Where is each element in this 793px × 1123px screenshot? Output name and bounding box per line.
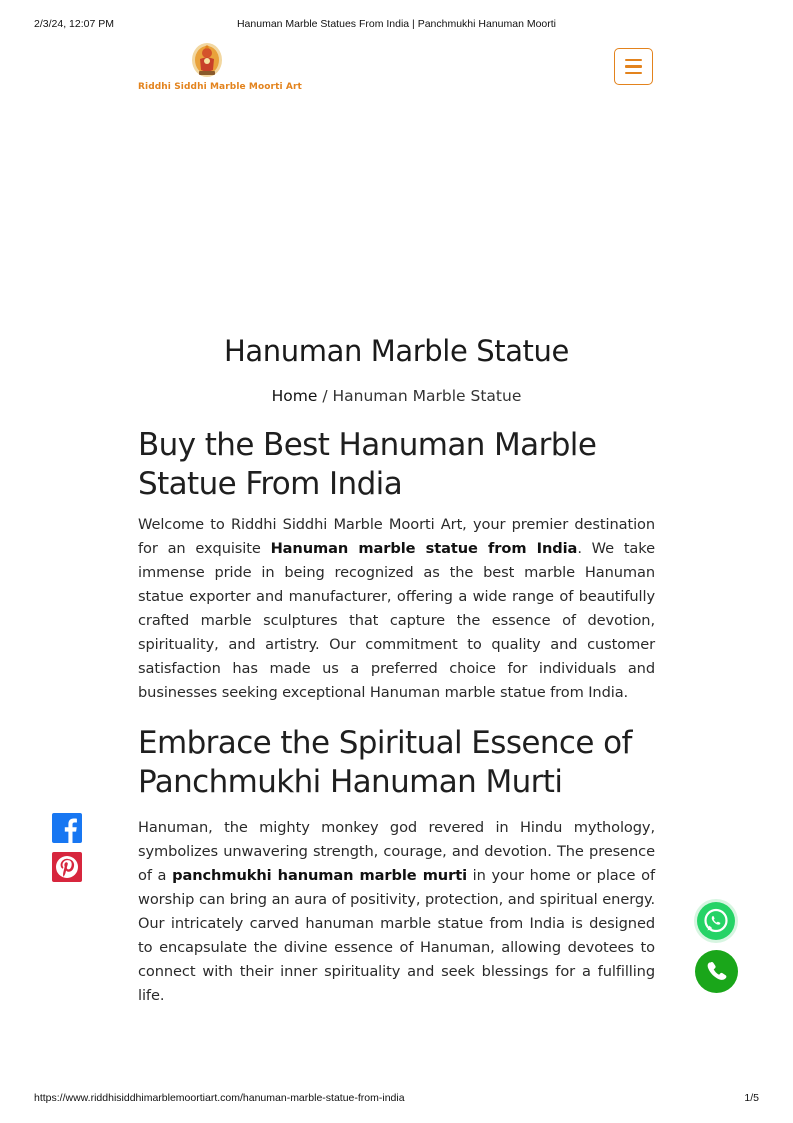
logo-text: Riddhi Siddhi Marble Moorti Art bbox=[138, 82, 302, 92]
breadcrumb bbox=[0, 387, 793, 405]
print-url: https://www.riddhisiddhimarblemoortiart.com/hanuman-marble-statue-from-india bbox=[34, 1092, 405, 1104]
heading-line: Embrace the Spiritual Essence of bbox=[138, 725, 632, 761]
whatsapp-icon bbox=[697, 902, 735, 940]
hamburger-menu-icon bbox=[625, 72, 642, 75]
pinterest-share-button[interactable] bbox=[52, 852, 82, 882]
heading-line: Buy the Best Hanuman Marble bbox=[138, 427, 597, 463]
print-document-title: Hanuman Marble Statues From India | Panchmukhi Hanuman Moorti bbox=[236, 18, 557, 30]
menu-button[interactable] bbox=[614, 48, 653, 85]
bold-keyword: Hanuman marble statue from India bbox=[270, 540, 578, 557]
print-footer bbox=[0, 1092, 793, 1106]
print-datetime: 2/3/24, 12:07 PM bbox=[34, 18, 114, 30]
heading-line: Panchmukhi Hanuman Murti bbox=[138, 764, 563, 800]
section-paragraph: Hanuman, the mighty monkey god revered in Hindu mythology, symbolizes unwavering strength, courage, and devotion. The presence of a panchmukhi hanuman marble murti in your home or place of worship can bring an aura of positivity, protection, and spiritual energy. Our intricately carved hanuman marble statue from India is designed to encapsulate the divine essence of Hanuman, allowing devotees to connect with their inner spirituality and seek blessings for a fulfilling life. bbox=[138, 819, 655, 1004]
breadcrumb-current: Hanuman Marble Statue bbox=[332, 387, 522, 405]
hamburger-menu-icon bbox=[625, 59, 642, 62]
phone-icon bbox=[695, 950, 738, 993]
facebook-icon bbox=[52, 813, 82, 843]
section-spiritual-essence bbox=[138, 724, 655, 1008]
section-heading bbox=[138, 724, 655, 802]
hamburger-menu-icon bbox=[625, 65, 642, 68]
site-logo[interactable] bbox=[138, 42, 302, 96]
whatsapp-button[interactable] bbox=[697, 902, 735, 940]
deity-logo-icon bbox=[190, 42, 224, 78]
breadcrumb-home-link[interactable]: Home bbox=[271, 387, 318, 405]
print-page-number: 1/5 bbox=[744, 1092, 759, 1104]
call-button[interactable] bbox=[695, 950, 738, 993]
heading-line: Statue From India bbox=[138, 466, 403, 502]
breadcrumb-separator: / bbox=[317, 387, 333, 405]
facebook-share-button[interactable] bbox=[52, 813, 82, 843]
section-paragraph: Welcome to Riddhi Siddhi Marble Moorti Art, your premier destination for an exquisite Hanuman marble statue from India. We take immense pride in being recognized as the best marble Hanuman statue exporter and manufacturer, offering a wide range of beautifully crafted marble sculptures that capture the essence of devotion, spirituality, and artistry. Our commitment to quality and customer satisfaction has made us a preferred choice for individuals and businesses seeking exceptional Hanuman marble statue from India. bbox=[138, 516, 655, 701]
section-heading bbox=[138, 426, 655, 504]
section-buy-best bbox=[138, 426, 655, 705]
pinterest-icon bbox=[52, 852, 82, 882]
print-header bbox=[0, 18, 793, 32]
bold-keyword: panchmukhi hanuman marble murti bbox=[172, 867, 467, 884]
page-title: Hanuman Marble Statue bbox=[224, 334, 569, 368]
